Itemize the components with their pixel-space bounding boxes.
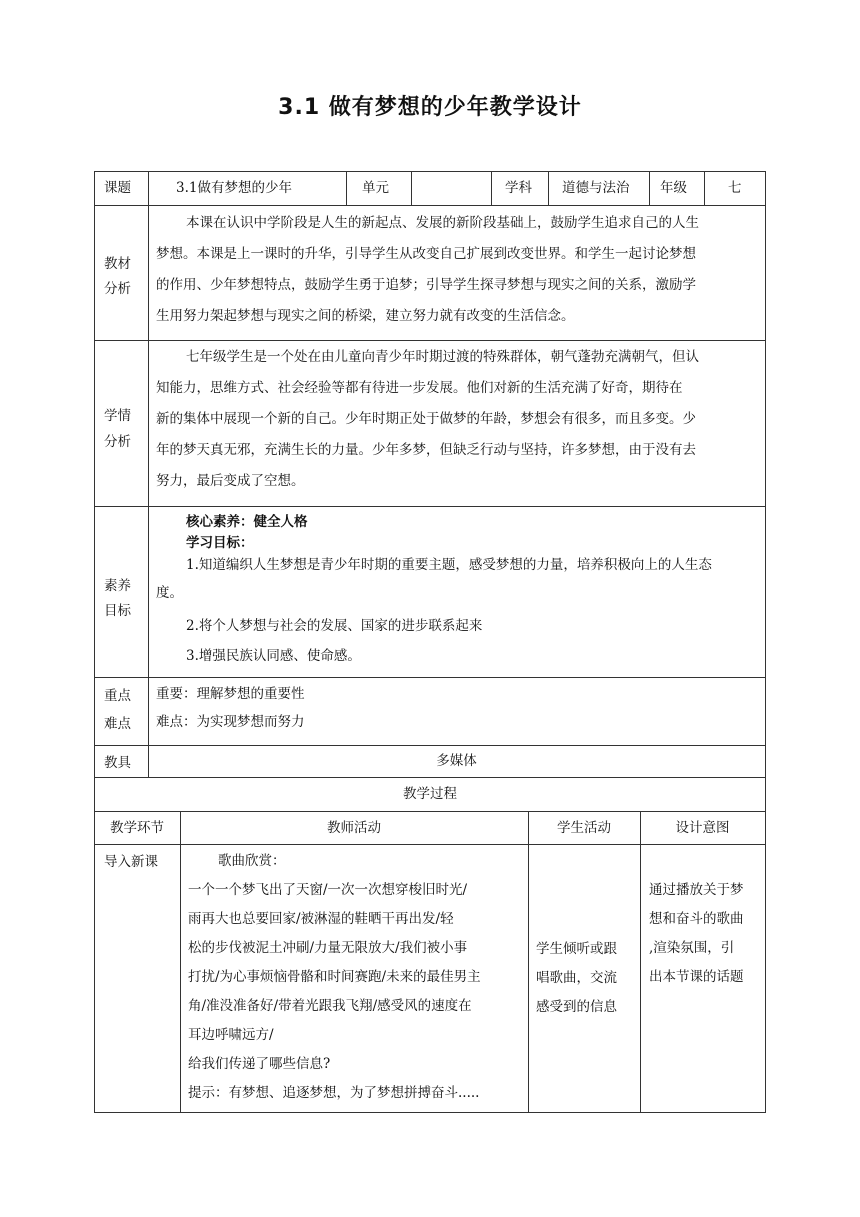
column-intent: 设计意图 xyxy=(675,820,730,836)
column-student: 学生活动 xyxy=(557,820,611,836)
design-intent: 通过播放关于梦 想和奋斗的歌曲 ,渲染氛围，引 出本节课的话题 xyxy=(649,882,744,985)
teacher-activity: 歌曲欣赏： 一个一个梦飞出了天窗/一次一次想穿梭旧时光/ 雨再大也总要回家/被淋湿的鞋晒干再出发/轻 松的步伐被泥土冲刷/力量无限放大/我们被小事 打扰/为心事烦恼骨骼和时间赛跑/未来的最佳男主 角/准没准备好/带着光跟我飞翔/感受风的速度在 耳边呼啸远方/ 给我们传递了哪些信息? 提示：有梦想、追逐梦想，为了梦想拼搏奋斗..... xyxy=(188,853,481,1101)
core-literacy: 核心素养：健全人格 xyxy=(186,514,308,530)
grade-value: 七 xyxy=(728,180,742,196)
textbook-analysis-text: 本课在认识中学阶段是人生的新起点、发展的新阶段基础上，鼓励学生追求自己的人生 梦想。本课是上一课时的升华，引导学生从改变自己扩展到改变世界。和学生一起讨论梦想 的作用、少年梦想特点，鼓励学生勇于追梦；引导学生探寻梦想与现实之间的关系，激励学 生用努力架起梦想与现实之间的桥梁，建立努力就有改变的生活信念。 xyxy=(156,215,699,324)
document-title: 3.1 做有梦想的少年教学设计 xyxy=(278,95,582,120)
column-teacher: 教师活动 xyxy=(327,820,381,836)
key-points-label-1: 重点 xyxy=(104,688,131,704)
student-analysis-text: 七年级学生是一个处在由儿童向青少年时期过渡的特殊群体，朝气蓬勃充满朝气，但认 知能力，思维方式、社会经验等都有待进一步发展。他们对新的生活充满了好奇，期待在 新的集体中展现一个新的自己。少年时期正处于做梦的年龄，梦想会有很多，而且多变。少 年的梦天真无邪，充满生长的力量。少年多梦，但缺乏行动与坚持，许多梦想，由于没有去 努力，最后变成了空想。 xyxy=(156,349,699,489)
key-point-difficult: 难点：为实现梦想而努力 xyxy=(156,714,305,730)
stage-intro: 导入新课 xyxy=(104,854,158,870)
teaching-aids-label: 教具 xyxy=(104,755,131,771)
key-points-label-2: 难点 xyxy=(104,716,131,732)
grade-label: 年级 xyxy=(660,180,687,196)
goal-1-line-2: 度。 xyxy=(156,585,183,601)
student-analysis-label-2: 分析 xyxy=(104,434,131,450)
lesson-value: 3.1做有梦想的少年 xyxy=(176,180,292,196)
key-point-important: 重要：理解梦想的重要性 xyxy=(156,686,305,702)
learning-goals-heading: 学习目标： xyxy=(186,535,254,551)
column-stage: 教学环节 xyxy=(110,820,164,836)
student-activity: 学生倾听或跟 唱歌曲，交流 感受到的信息 xyxy=(536,941,617,1015)
subject-label: 学科 xyxy=(505,180,532,196)
literacy-goals-label-2: 目标 xyxy=(104,603,131,619)
lesson-label: 课题 xyxy=(104,180,131,196)
goal-1-line-1: 1.知道编织人生梦想是青少年时期的重要主题，感受梦想的力量，培养积极向上的人生态 xyxy=(186,557,712,573)
goal-2: 2.将个人梦想与社会的发展、国家的进步联系起来 xyxy=(186,618,483,634)
unit-label: 单元 xyxy=(362,180,389,196)
student-analysis-label-1: 学情 xyxy=(104,408,131,424)
textbook-analysis-label-1: 教材 xyxy=(104,256,131,272)
literacy-goals-label-1: 素养 xyxy=(104,578,131,594)
goal-3: 3.增强民族认同感、使命感。 xyxy=(186,648,361,664)
process-heading: 教学过程 xyxy=(403,786,457,802)
textbook-analysis-label-2: 分析 xyxy=(104,281,131,297)
subject-value: 道德与法治 xyxy=(562,180,630,196)
teaching-aids-value: 多媒体 xyxy=(436,753,477,769)
